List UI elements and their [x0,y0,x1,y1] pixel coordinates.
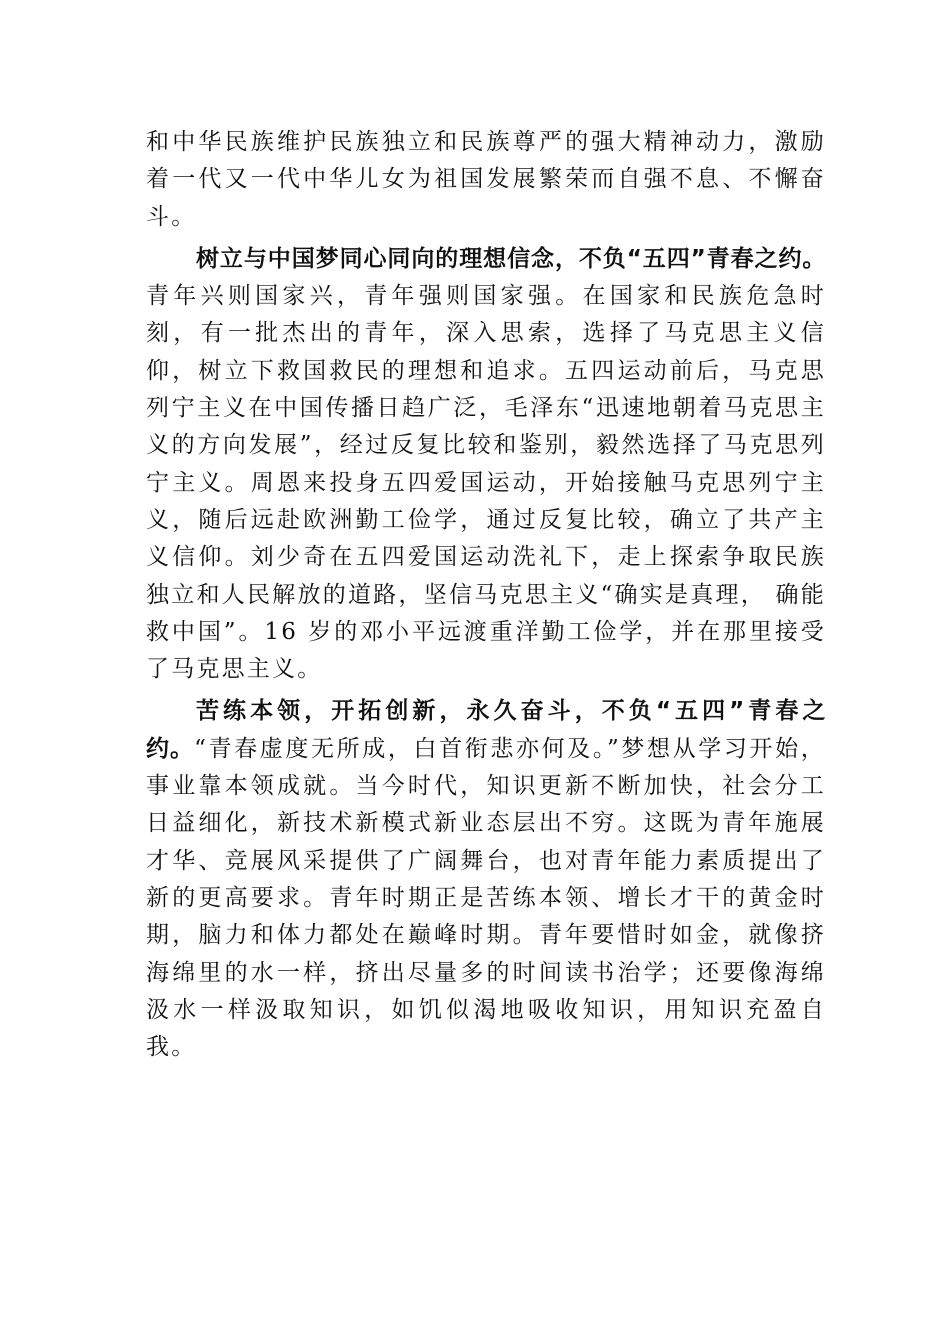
document-body [146,124,826,1066]
paragraph-continuation [146,124,826,236]
paragraph-heading: 苦练本领，开拓创新，永久奋斗，不负“五四”青春之约。 [146,698,826,762]
paragraph-text: 青年兴则国家兴，青年强则国家强。在国家和民族危急时刻，有一批杰出的青年，深入思索，选择了马克思主义信仰，树立下救国救民的理想和追求。五四运动前后，马克思列宁主义在中国传播日趋广泛，毛泽东“迅速地朝着马克思主义的方向发展”，经过反复比较和鉴别，毅然选择了马克思列宁主义。周恩来投身五四爱国运动，开始接触马克思列宁主义，随后远赴欧洲勤工俭学，通过反复比较，确立了共产主义信仰。刘少奇在五四爱国运动洗礼下，走上探索争取民族独立和人民解放的道路，坚信马克思主义“确实是真理， 确能救中国”。16 岁的邓小平远渡重洋勤工俭学，并在那里接受了马克思主义。 [146,283,826,683]
paragraph-text: 和中华民族维护民族独立和民族尊严的强大精神动力，激励着一代又一代中华儿女为祖国发展繁荣而自强不息、不懈奋斗。 [146,129,826,230]
paragraph-text: “青春虚度无所成，白首衔悲亦何及。”梦想从学习开始，事业靠本领成就。当今时代，知识更新不断加快，社会分工日益细化，新技术新模式新业态层出不穷。这既为青年施展才华、竞展风采提供了广阔舞台，也对青年能力素质提出了新的更高要求。青年时期正是苦练本领、增长才干的黄金时期，脑力和体力都处在巅峰时期。青年要惜时如金，就像挤海绵里的水一样，挤出尽量多的时间读书治学；还要像海绵汲水一样汲取知识，如饥似渴地吸收知识，用知识充盈自我。 [146,735,826,1061]
paragraph-heading: 树立与中国梦同心同向的理想信念，不负“五四”青春之约。 [196,245,826,272]
paragraph-skills [146,693,826,1066]
paragraph-ideals [146,241,826,689]
